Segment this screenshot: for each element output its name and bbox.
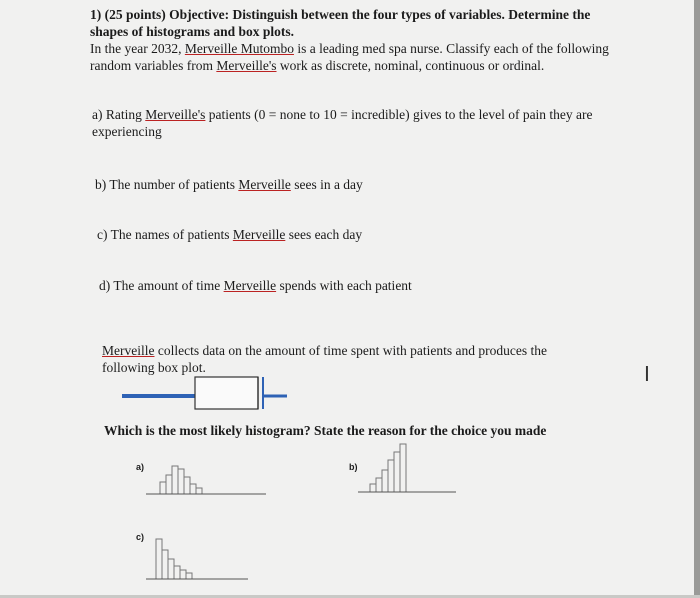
screen-edge <box>694 0 700 598</box>
histogram-c <box>146 539 248 579</box>
question-c-name: Merveille <box>232 227 286 242</box>
histogram-b-bar <box>388 460 394 492</box>
intro-text-1: In the year 2032, <box>90 41 185 56</box>
text-cursor-icon: I <box>644 362 650 386</box>
histogram-b-bar <box>400 444 406 492</box>
intro-text-3: work as discrete, nominal, continuous or ordinal. <box>276 58 545 73</box>
intro-name: Merveille Mutombo <box>184 41 294 56</box>
question-a-text: a) Rating <box>92 107 146 122</box>
histogram-question: Which is the most likely histogram? State the reason for the choice you made <box>104 423 547 438</box>
histogram-a-bar <box>190 484 196 494</box>
problem-title: 1) (25 points) Objective: Distinguish between the four types of variables. Determine the shapes of histograms and box plots. <box>90 7 591 39</box>
question-c-text-2: sees each day <box>285 227 363 242</box>
histogram-a-bar <box>172 466 178 494</box>
histogram-a-bar <box>166 475 172 494</box>
intro-text-2: is a leading med spa nurse. Classify each of the following random variables from <box>90 41 609 73</box>
question-d-text: d) The amount of time <box>99 278 224 293</box>
histogram-a-label: a) <box>136 462 145 472</box>
boxplot-intro-name: Merveille <box>102 343 155 358</box>
question-b-name: Merveille <box>238 177 291 192</box>
question-a-name: Merveille's <box>145 107 206 122</box>
intro-name-2: Merveille's <box>216 58 277 73</box>
boxplot-intro-text: collects data on the amount of time spent with patients and produces the following box plot. <box>102 343 548 375</box>
box-plot-box <box>195 377 258 409</box>
question-d-text-2: spends with each patient <box>276 278 412 293</box>
histogram-a-bar <box>196 488 202 494</box>
question-a-text-2: patients (0 = none to 10 = incredible) gives to the level of pain they are experiencing <box>92 107 593 139</box>
histogram-a-bar <box>184 477 190 494</box>
question-c-text: c) The names of patients <box>97 227 233 242</box>
histogram-b-label: b) <box>349 462 358 472</box>
histogram-b-bar <box>370 484 376 492</box>
histogram-a-bar <box>178 469 184 494</box>
histogram-c-bar <box>174 566 180 579</box>
histogram-c-bar <box>180 570 186 579</box>
histogram-c-bar <box>156 539 162 579</box>
histogram-c-label: c) <box>136 532 145 542</box>
histogram-b <box>358 444 456 492</box>
histogram-b-bar <box>394 452 400 492</box>
histogram-b-bar <box>376 478 382 492</box>
question-d-name: Merveille <box>223 278 277 293</box>
question-b-text: b) The number of patients <box>95 177 239 192</box>
histogram-a-bar <box>160 482 166 494</box>
histogram-c-bar <box>168 559 174 579</box>
histogram-c-bar <box>162 550 168 579</box>
question-b-text-2: sees in a day <box>290 177 363 192</box>
histogram-b-bar <box>382 470 388 492</box>
histogram-a <box>146 466 266 494</box>
histogram-c-bar <box>186 573 192 579</box>
box-plot <box>122 377 287 409</box>
